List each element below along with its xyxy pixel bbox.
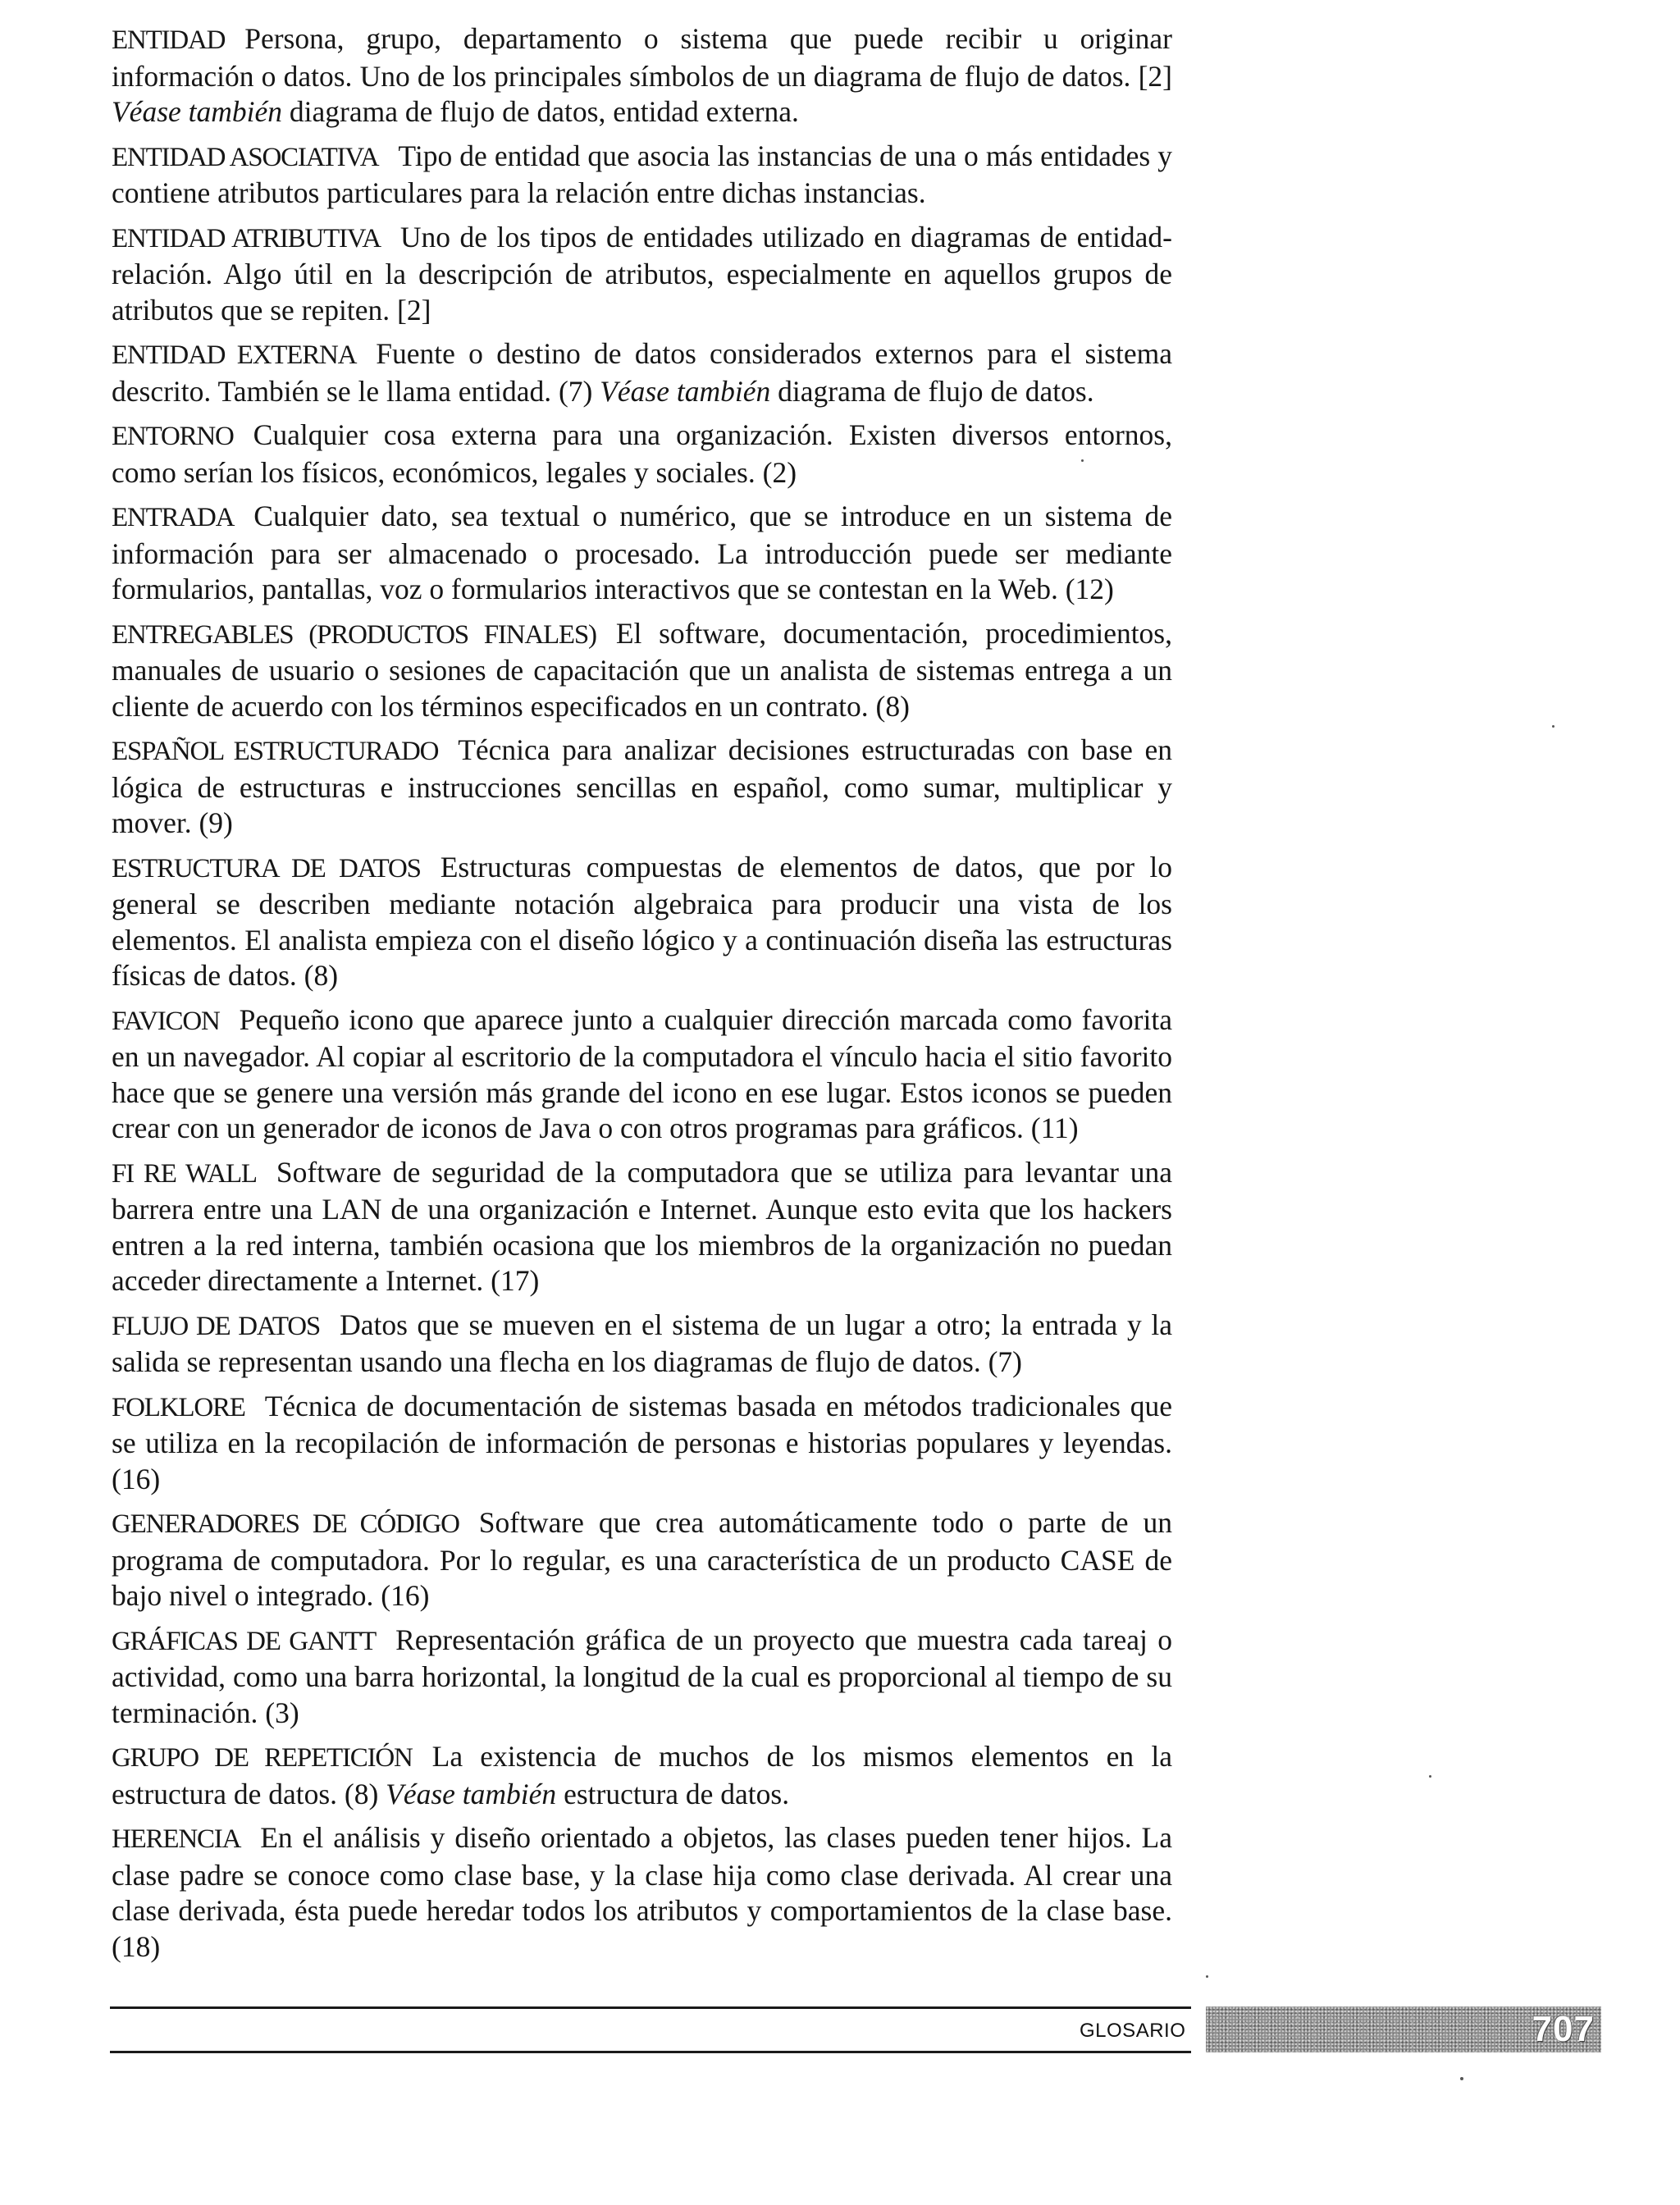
cross-reference-label: Véase también [112, 95, 283, 128]
glossary-definition [112, 500, 1172, 605]
definition-text: Pequeño icono que aparece junto a cualquier dirección marcada como favorita en un navegador. Al copiar al escritorio de la computadora el vínculo hacia el sitio favorito hace que se genere una versión más grande del icono en ese lugar. Estos iconos se pueden crear con un generador de iconos de Java o con otros programas para gráficos. (11) [112, 1002, 1172, 1144]
definition-text: Técnica de documentación de sistemas basada en métodos tradicionales que se utiliza en la recopilación de información de personas e historias populares y leyendas. (16) [112, 1389, 1172, 1495]
glossary-term: FI RE WALL [112, 1158, 257, 1189]
glossary-term: ENTIDAD EXTERNA [112, 340, 357, 370]
glossary-entry [112, 1505, 1172, 1614]
definition-text: diagrama de flujo de datos, entidad externa. [282, 95, 799, 128]
glossary-entry [112, 1002, 1172, 1147]
glossary-entry [112, 1739, 1172, 1812]
glossary-term: GRUPO DE REPETICIÓN [112, 1743, 413, 1773]
glossary-term: GENERADORES DE CÓDIGO [112, 1509, 459, 1539]
glossary-term: ENTRADA [112, 503, 235, 532]
scan-speck [1460, 2077, 1463, 2080]
definition-text: Técnica para analizar decisiones estructuradas con base en lógica de estructuras e instrucciones sencillas en español, como sumar, multiplicar y mover. (9) [112, 733, 1172, 839]
definition-text: diagrama de flujo de datos. [770, 374, 1094, 408]
glossary-term: ENTORNO [112, 422, 234, 451]
glossary-term: FLUJO DE DATOS [112, 1311, 321, 1341]
definition-text: Uno de los tipos de entidades utilizado en diagramas de entidad-relación. Algo útil en la descripción de atributos, especialmente en aquellos grupos de atributos que se repiten. [2] [112, 220, 1172, 326]
cross-reference-label: Véase también [386, 1777, 557, 1810]
definition-text: Representación gráfica de un proyecto que muestra cada tareaj o actividad, como una barra horizontal, la longitud de la cual es proporcional al tiempo de su terminación. (3) [112, 1623, 1172, 1729]
glossary-entry [112, 139, 1172, 212]
scan-speck [1206, 1975, 1208, 1978]
glossary-entry [112, 850, 1172, 994]
definition-text: Persona, grupo, departamento o sistema que puede recibir u originar información o datos. Uno de los principales símbolos de un diagrama de flujo de datos. [2] [112, 22, 1172, 93]
glossary-entry [112, 418, 1172, 491]
definition-text: Software de seguridad de la computadora que se utiliza para levantar una barrera entre una LAN de una organización e Internet. Aunque esto evita que los hackers entren a la red interna, también ocasiona que los miembros de la organización no puedan acceder directamente a Internet. (17) [112, 1155, 1172, 1297]
glossary-definition [112, 418, 1172, 489]
glossary-entry [112, 733, 1172, 842]
glossary-term: ENTREGABLES (PRODUCTOS FINALES) [112, 619, 596, 650]
footer-rule-bottom [110, 2051, 1191, 2053]
glossary-definition [112, 1003, 1172, 1145]
glossary-entry [112, 21, 1172, 130]
definition-text: Tipo de entidad que asocia las instancias de una o más entidades y contiene atributos particulares para la relación entre dichas instancias. [112, 139, 1172, 209]
definition-text: estructura de datos. [556, 1777, 790, 1810]
glossary-definition [112, 1821, 1172, 1963]
glossary-term: FAVICON [112, 1006, 220, 1036]
glossary-term: ENTIDAD [112, 25, 226, 55]
glossary-entry [112, 1820, 1172, 1965]
definition-text: El software, documentación, procedimientos, manuales de usuario o sesiones de capacitación que un analista de sistemas entrega a un cliente de acuerdo con los términos especificados en un contrato. (8) [112, 616, 1172, 723]
page-number: 707 [1532, 2009, 1595, 2049]
scan-speck [1081, 459, 1084, 462]
glossary-entry [112, 336, 1172, 409]
footer-section-label: GLOSARIO [1080, 2020, 1186, 2042]
cross-reference-label: Véase también [600, 374, 771, 408]
scan-speck [1552, 725, 1554, 728]
definition-text: Datos que se mueven en el sistema de un lugar a otro; la entrada y la salida se representan usando una flecha en los diagramas de flujo de datos. (7) [112, 1308, 1172, 1378]
glossary-term: FOLKLORE [112, 1392, 245, 1422]
definition-text: Estructuras compuestas de elementos de datos, que por lo general se describen mediante notación algebraica para producir una vista de los elementos. El analista empieza con el diseño lógico y a continuación diseña las estructuras físicas de datos. (8) [112, 850, 1172, 992]
glossary-term: ESPAÑOL ESTRUCTURADO [112, 737, 439, 766]
glossary-term: HERENCIA [112, 1824, 241, 1854]
glossary-term: ENTIDAD ASOCIATIVA [112, 142, 379, 172]
glossary-entry [112, 616, 1172, 725]
glossary-definition [112, 1390, 1172, 1495]
glossary-entry [112, 499, 1172, 608]
definition-text: Cualquier dato, sea textual o numérico, que se introduce en un sistema de información para ser almacenado o procesado. La introducción puede ser mediante formularios, pantallas, voz o formularios interactivos que se contestan en la Web. (12) [112, 500, 1172, 605]
glossary-term: ESTRUCTURA DE DATOS [112, 853, 421, 883]
glossary-entry [112, 1389, 1172, 1498]
definition-text: La existencia de muchos de los mismos elementos en la estructura de datos. (8) [112, 1740, 1172, 1810]
glossary-entry [112, 1308, 1172, 1381]
glossary-term: GRÁFICAS DE GANTT [112, 1626, 377, 1656]
glossary-entry [112, 1155, 1172, 1299]
glossary-definition [112, 1156, 1172, 1298]
page-number-tab [1206, 2006, 1601, 2052]
footer-rule-top [110, 2006, 1191, 2009]
glossary-entry [112, 220, 1172, 329]
definition-text: En el análisis y diseño orientado a objetos, las clases pueden tener hijos. La clase padre se conoce como clase base, y la clase hija como clase derivada. Al crear una clase derivada, ésta puede heredar todos los atributos y comportamientos de la clase base. (18) [112, 1821, 1172, 1963]
glossary-term: ENTIDAD ATRIBUTIVA [112, 223, 381, 253]
definition-text: Fuente o destino de datos considerados externos para el sistema descrito. También se le llama entidad. (7) [112, 337, 1172, 408]
definition-text: Cualquier cosa externa para una organización. Existen diversos entornos, como serían los físicos, económicos, legales y sociales. (2) [112, 418, 1172, 489]
definition-text: Software que crea automáticamente todo o parte de un programa de computadora. Por lo regular, es una característica de un producto CASE de bajo nivel o integrado. (16) [112, 1506, 1172, 1612]
glossary-definition [112, 22, 1172, 128]
glossary-entry [112, 1623, 1172, 1732]
glossary-list [112, 21, 1172, 1973]
scan-speck [1429, 1775, 1431, 1778]
